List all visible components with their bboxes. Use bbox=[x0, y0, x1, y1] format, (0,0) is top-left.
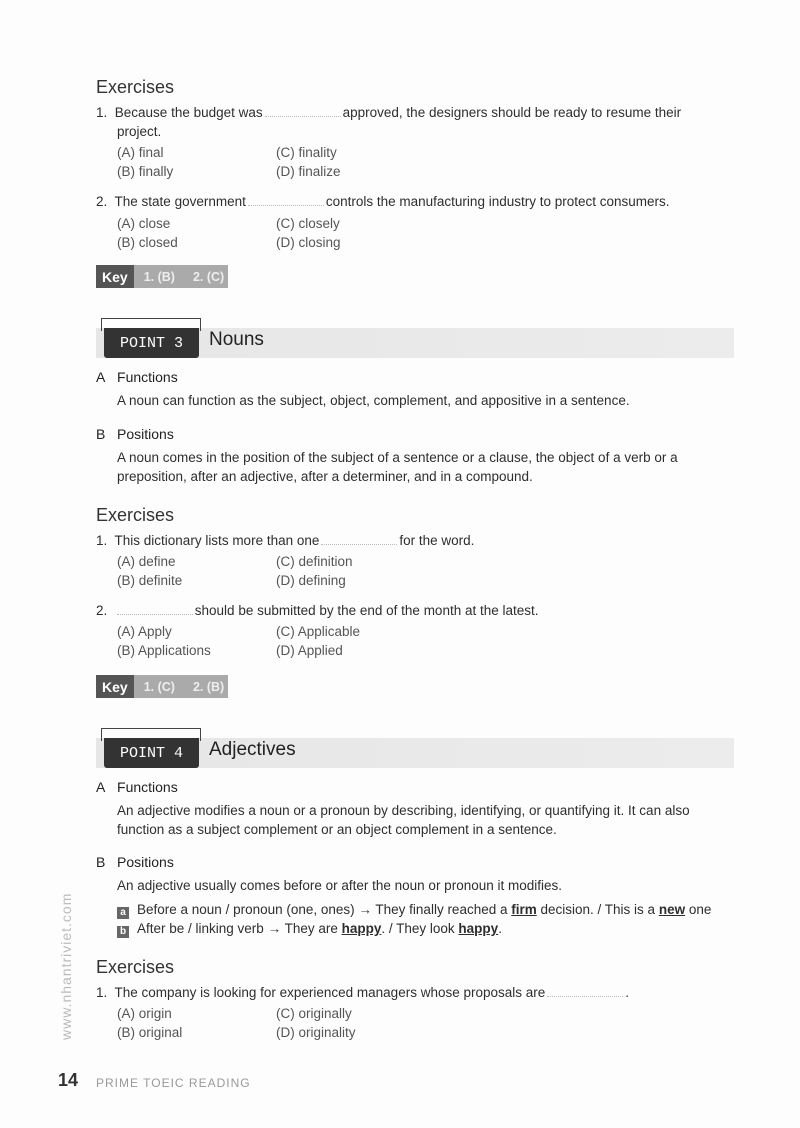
answer-key bbox=[96, 265, 228, 288]
body-text: preposition, after an adjective, after a determiner, and in a compound. bbox=[117, 469, 533, 484]
key-answer: 1. (B) bbox=[143, 269, 175, 284]
option: (A) Apply bbox=[117, 624, 172, 639]
answer-key bbox=[96, 675, 228, 698]
body-text: A noun can function as the subject, object, complement, and appositive in a sentence. bbox=[117, 393, 630, 408]
answer-blank bbox=[248, 193, 324, 206]
question: 1. This dictionary lists more than one for the word. bbox=[96, 533, 475, 548]
body-text: An adjective modifies a noun or a pronoun by describing, identifying, or quantifying it. It can also bbox=[117, 803, 690, 818]
option: (D) closing bbox=[276, 235, 341, 250]
option: (C) closely bbox=[276, 216, 340, 231]
key-answer: 2. (C) bbox=[192, 269, 225, 284]
subsection-heading: A Functions bbox=[96, 779, 178, 795]
key-label: Key bbox=[96, 265, 134, 288]
body-text: An adjective usually comes before or after the noun or pronoun it modifies. bbox=[117, 878, 562, 893]
option: (B) original bbox=[117, 1025, 183, 1040]
option: (B) closed bbox=[117, 235, 178, 250]
option: (A) final bbox=[117, 145, 164, 160]
question: 2. The state government controls the manufacturing industry to protect consumers. bbox=[96, 194, 670, 209]
page-number: 14 bbox=[58, 1070, 79, 1090]
subsection-heading: B Positions bbox=[96, 854, 174, 870]
option: (A) define bbox=[117, 554, 176, 569]
question: 1. The company is looking for experienced managers whose proposals are . bbox=[96, 985, 630, 1000]
option: (D) originality bbox=[276, 1025, 356, 1040]
exercises-heading: Exercises bbox=[96, 505, 175, 525]
point-badge: POINT 4 bbox=[104, 738, 199, 768]
answer-blank bbox=[117, 602, 193, 615]
question: 1. Because the budget was approved, the designers should be ready to resume their bbox=[96, 105, 682, 120]
section-title: Nouns bbox=[209, 329, 264, 350]
exercises-heading: Exercises bbox=[96, 957, 175, 977]
body-text: A noun comes in the position of the subject of a sentence or a clause, the object of a verb or a bbox=[117, 450, 678, 465]
answer-blank bbox=[321, 532, 397, 545]
watermark: www.nhantriviet.com bbox=[58, 892, 74, 1040]
key-answer: 2. (B) bbox=[192, 679, 225, 694]
point-badge: POINT 3 bbox=[104, 328, 199, 358]
answer-blank bbox=[547, 984, 623, 997]
answer-blank bbox=[265, 104, 341, 117]
question-continued: project. bbox=[117, 124, 162, 139]
option: (D) Applied bbox=[276, 643, 343, 658]
option: (B) finally bbox=[117, 164, 174, 179]
book-title: PRIME TOEIC READING bbox=[96, 1076, 251, 1090]
body-text: function as a subject complement or an object complement in a sentence. bbox=[117, 822, 557, 837]
key-answer: 1. (C) bbox=[143, 679, 175, 694]
option: (C) originally bbox=[276, 1006, 352, 1021]
exercises-heading: Exercises bbox=[96, 77, 175, 97]
letter-a-icon: a bbox=[117, 907, 129, 919]
key-label: Key bbox=[96, 675, 134, 698]
option: (C) finality bbox=[276, 145, 337, 160]
question: 2. should be submitted by the end of the month at the latest. bbox=[96, 603, 539, 618]
example-line: a Before a noun / pronoun (one, ones) → They finally reached a firm decision. / This is a new one bbox=[117, 901, 711, 919]
option: (B) Applications bbox=[117, 643, 211, 658]
option: (D) defining bbox=[276, 573, 346, 588]
subsection-heading: A Functions bbox=[96, 369, 178, 385]
option: (C) Applicable bbox=[276, 624, 361, 639]
letter-b-icon: b bbox=[117, 926, 129, 938]
option: (B) definite bbox=[117, 573, 183, 588]
option: (D) finalize bbox=[276, 164, 341, 179]
option: (A) close bbox=[117, 216, 171, 231]
subsection-heading: B Positions bbox=[96, 426, 174, 442]
option: (A) origin bbox=[117, 1006, 172, 1021]
section-title: Adjectives bbox=[209, 739, 296, 760]
option: (C) definition bbox=[276, 554, 353, 569]
example-line: b After be / linking verb → They are happy. / They look happy. bbox=[117, 920, 502, 938]
